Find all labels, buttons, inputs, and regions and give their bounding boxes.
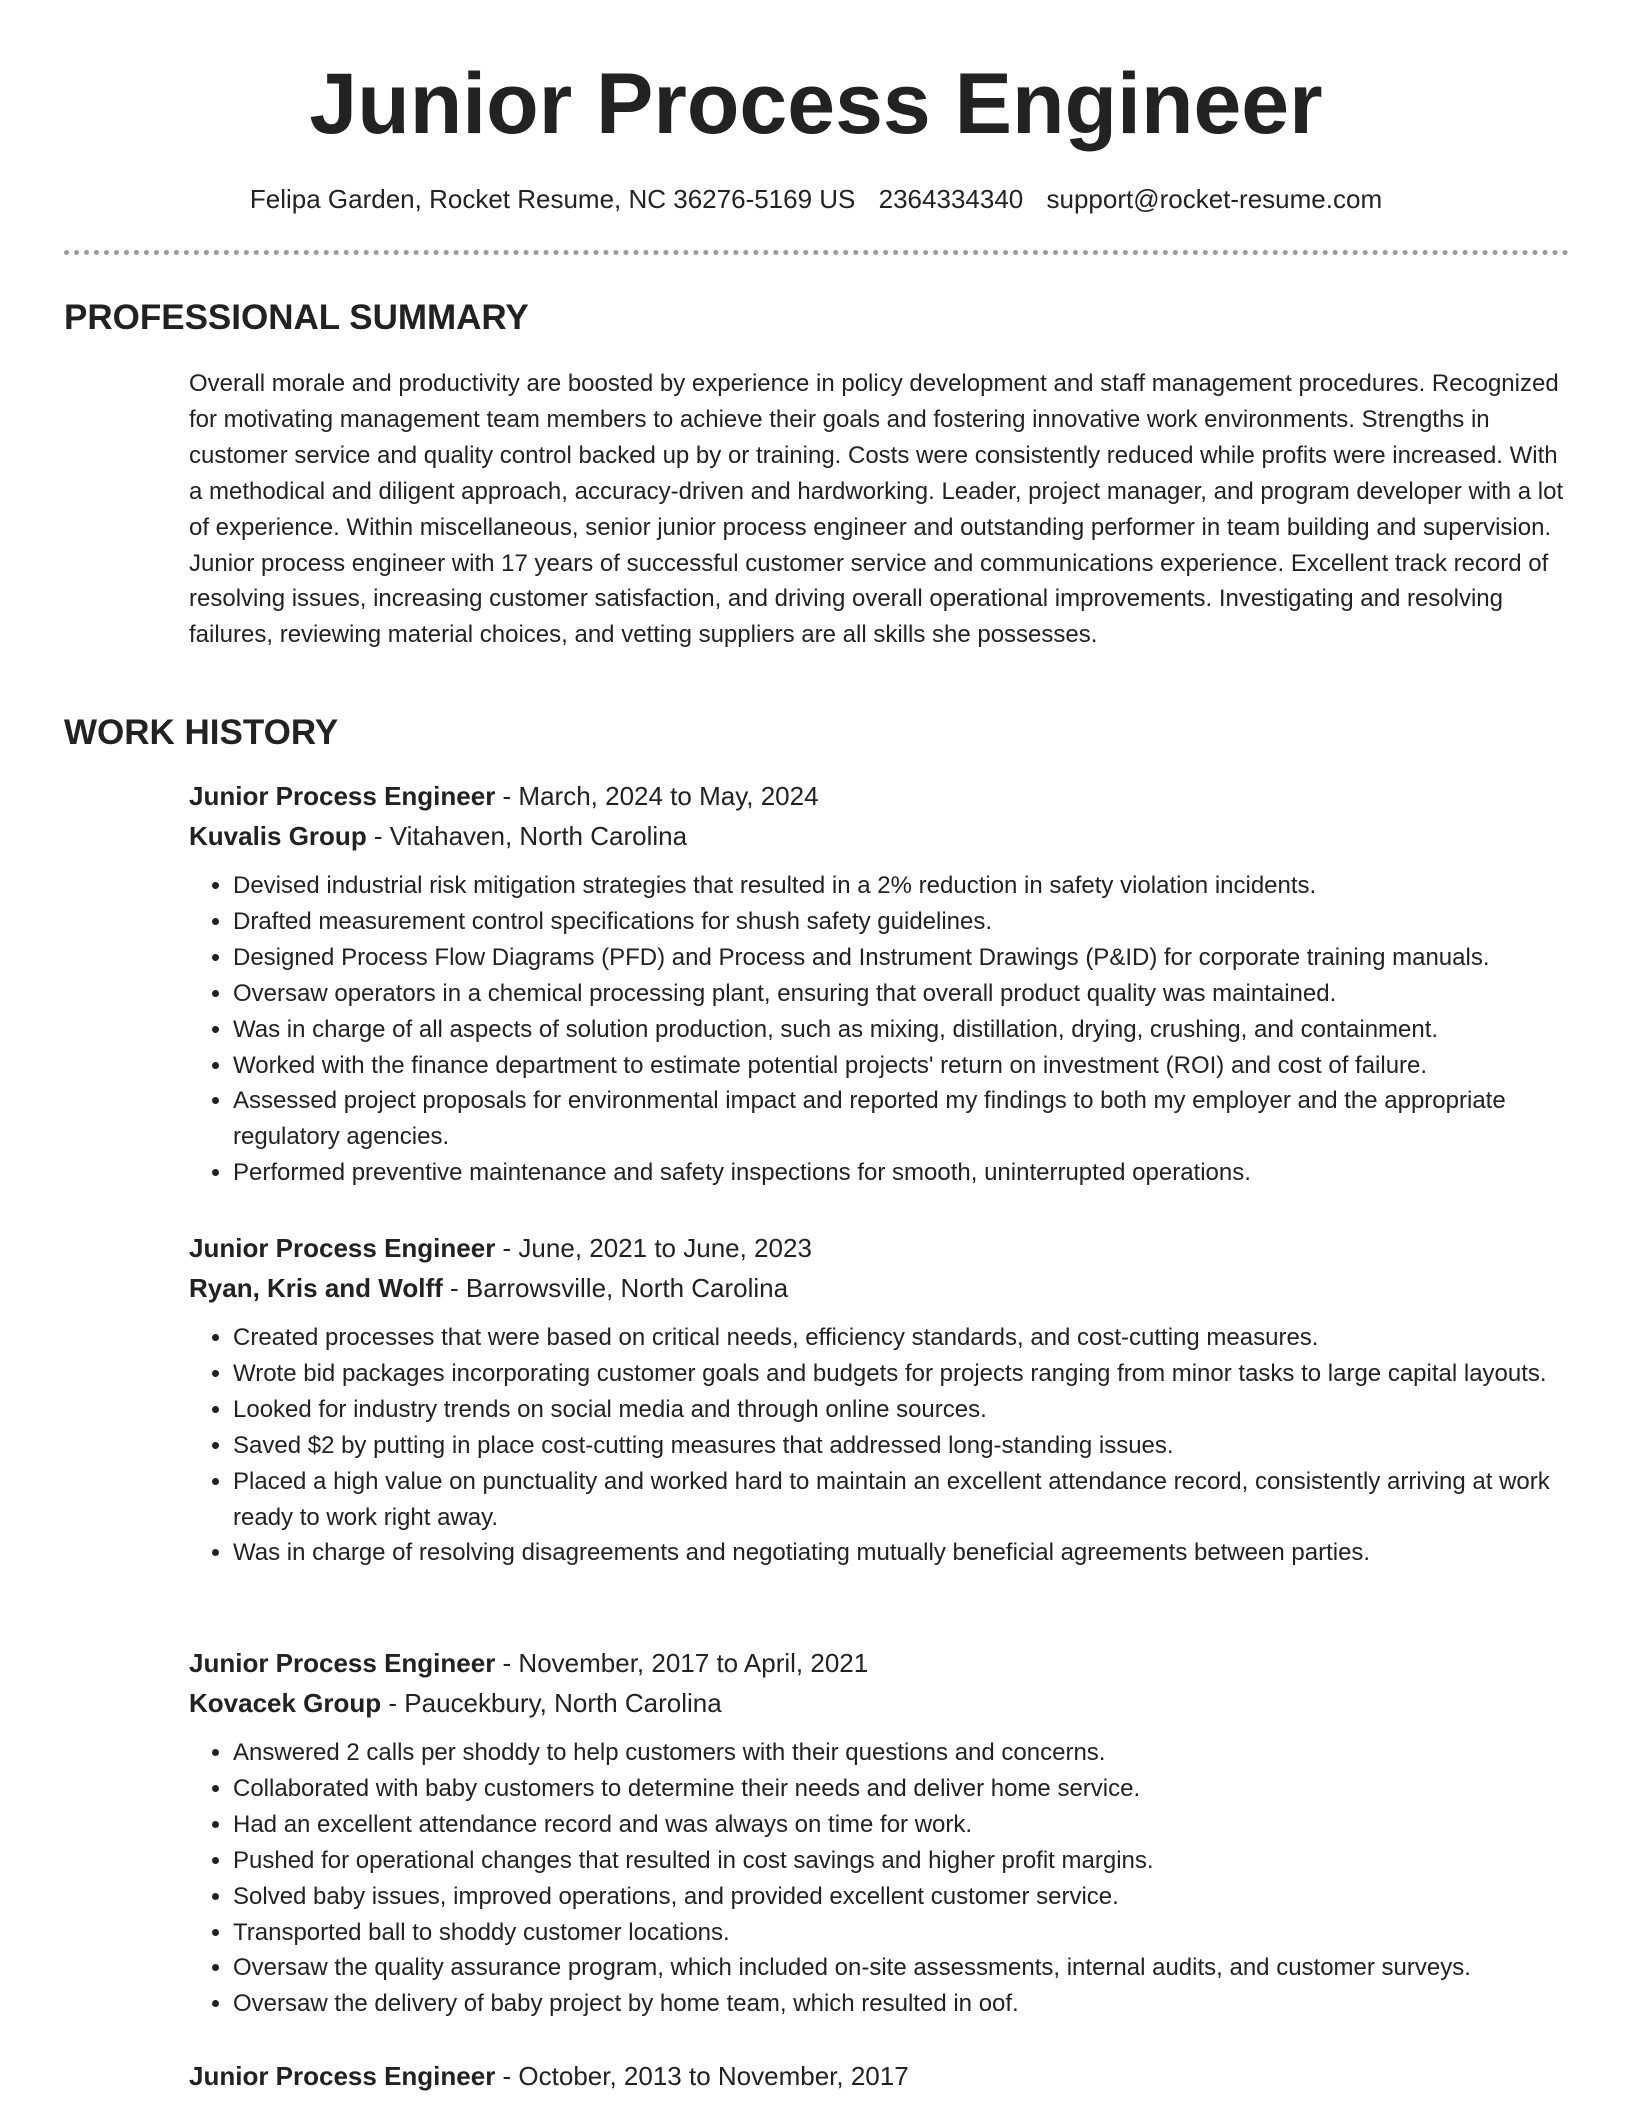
job-dates: - November, 2017 to April, 2021 [495, 1648, 869, 1678]
job-bullet: • Wrote bid packages incorporating customer goals and budgets for projects ranging from minor tasks to large capital layouts. [233, 1356, 1579, 1392]
job-bullets [189, 868, 1579, 1191]
job-bullets [189, 1320, 1579, 1571]
job-bullet: • Oversaw the quality assurance program, which included on-site assessments, internal audits, and customer surveys. [233, 1950, 1579, 1986]
job-bullet: • Oversaw operators in a chemical processing plant, ensuring that overall product quality was maintained. [233, 976, 1579, 1012]
job-bullet: • Was in charge of all aspects of solution production, such as mixing, distillation, drying, crushing, and containment. [233, 1012, 1579, 1048]
work-history-heading: WORK HISTORY [64, 713, 339, 752]
job-location: - Paucekbury, North Carolina [381, 1688, 722, 1718]
job-dates: - June, 2021 to June, 2023 [495, 1233, 812, 1263]
job-company: Kovacek Group [189, 1688, 382, 1718]
contact-phone: 2364334340 [878, 184, 1024, 214]
job-bullet: • Saved $2 by putting in place cost-cutting measures that addressed long-standing issues. [233, 1428, 1579, 1464]
job-dates: - October, 2013 to November, 2017 [495, 2061, 909, 2091]
job-company-line [189, 1268, 1579, 1308]
job-bullet: • Answered 2 calls per shoddy to help customers with their questions and concerns. [233, 1735, 1579, 1771]
job-bullet: • Solved baby issues, improved operations, and provided excellent customer service. [233, 1879, 1579, 1915]
job-company-line [189, 816, 1579, 856]
job-bullet: • Looked for industry trends on social media and through online sources. [233, 1392, 1579, 1428]
job-bullet: • Was in charge of resolving disagreements and negotiating mutually beneficial agreements between parties. [233, 1535, 1579, 1571]
job-bullets [189, 1735, 1579, 2022]
job-entry-2 [189, 1228, 1579, 1571]
page-title: Junior Process Engineer [309, 56, 1323, 152]
job-bullet: • Pushed for operational changes that resulted in cost savings and higher profit margins. [233, 1843, 1579, 1879]
job-bullet: • Worked with the finance department to estimate potential projects' return on investment (ROI) and cost of failure. [233, 1048, 1579, 1084]
job-title: Junior Process Engineer [189, 781, 496, 811]
job-bullet: • Oversaw the delivery of baby project by home team, which resulted in oof. [233, 1986, 1579, 2022]
job-title-line [189, 776, 1579, 816]
job-bullet: • Transported ball to shoddy customer locations. [233, 1915, 1579, 1951]
job-bullet: • Placed a high value on punctuality and worked hard to maintain an excellent attendance record, consistently arriving at work ready to work right away. [233, 1464, 1579, 1536]
job-location: - Barrowsville, North Carolina [442, 1273, 789, 1303]
job-bullet: • Assessed project proposals for environmental impact and reported my findings to both my employer and the appropriate regulatory agencies. [233, 1083, 1579, 1155]
job-title-line [189, 2056, 1579, 2096]
job-bullet: • Designed Process Flow Diagrams (PFD) and Process and Instrument Drawings (P&ID) for corporate training manuals. [233, 940, 1579, 976]
job-title: Junior Process Engineer [189, 2061, 496, 2091]
summary-heading: PROFESSIONAL SUMMARY [64, 298, 529, 337]
job-title: Junior Process Engineer [189, 1648, 496, 1678]
job-bullet: • Created processes that were based on critical needs, efficiency standards, and cost-cutting measures. [233, 1320, 1579, 1356]
job-bullet: • Collaborated with baby customers to determine their needs and deliver home service. [233, 1771, 1579, 1807]
job-title: Junior Process Engineer [189, 1233, 496, 1263]
contact-email: support@rocket-resume.com [1046, 184, 1383, 214]
job-title-line [189, 1643, 1579, 1683]
job-bullet: • Had an excellent attendance record and was always on time for work. [233, 1807, 1579, 1843]
job-bullet: • Devised industrial risk mitigation strategies that resulted in a 2% reduction in safety violation incidents. [233, 868, 1579, 904]
job-company: Ryan, Kris and Wolff [189, 1273, 443, 1303]
job-bullet: • Performed preventive maintenance and safety inspections for smooth, uninterrupted operations. [233, 1155, 1579, 1191]
job-entry-3 [189, 1643, 1579, 2022]
job-company: Kuvalis Group [189, 821, 367, 851]
job-entry-1 [189, 776, 1579, 1191]
job-dates: - March, 2024 to May, 2024 [495, 781, 819, 811]
summary-text: Overall morale and productivity are boosted by experience in policy development and staff management procedures. Recognized for motivating management team members to achieve their goals and fostering innovative work environments. Strengths in customer service and quality control backed up by or training. Costs were consistently reduced while profits were increased. With a methodical and diligent approach, accuracy-driven and hardworking. Leader, project manager, and program developer with a lot of experience. Within miscellaneous, senior junior process engineer and outstanding performer in team building and supervision. Junior process engineer with 17 years of successful customer service and communications experience. Excellent track record of resolving issues, increasing customer satisfaction, and driving overall operational improvements. Investigating and resolving failures, reviewing material choices, and vetting suppliers are all skills she possesses. [189, 370, 1564, 649]
contact-info [0, 182, 1632, 216]
job-entry-4 [189, 2056, 1579, 2096]
job-title-line [189, 1228, 1579, 1268]
job-bullet: • Drafted measurement control specifications for shush safety guidelines. [233, 904, 1579, 940]
contact-address: Felipa Garden, Rocket Resume, NC 36276-5169 US [249, 184, 856, 214]
header-divider [64, 250, 1569, 255]
job-company-line [189, 1683, 1579, 1723]
job-location: - Vitahaven, North Carolina [366, 821, 688, 851]
